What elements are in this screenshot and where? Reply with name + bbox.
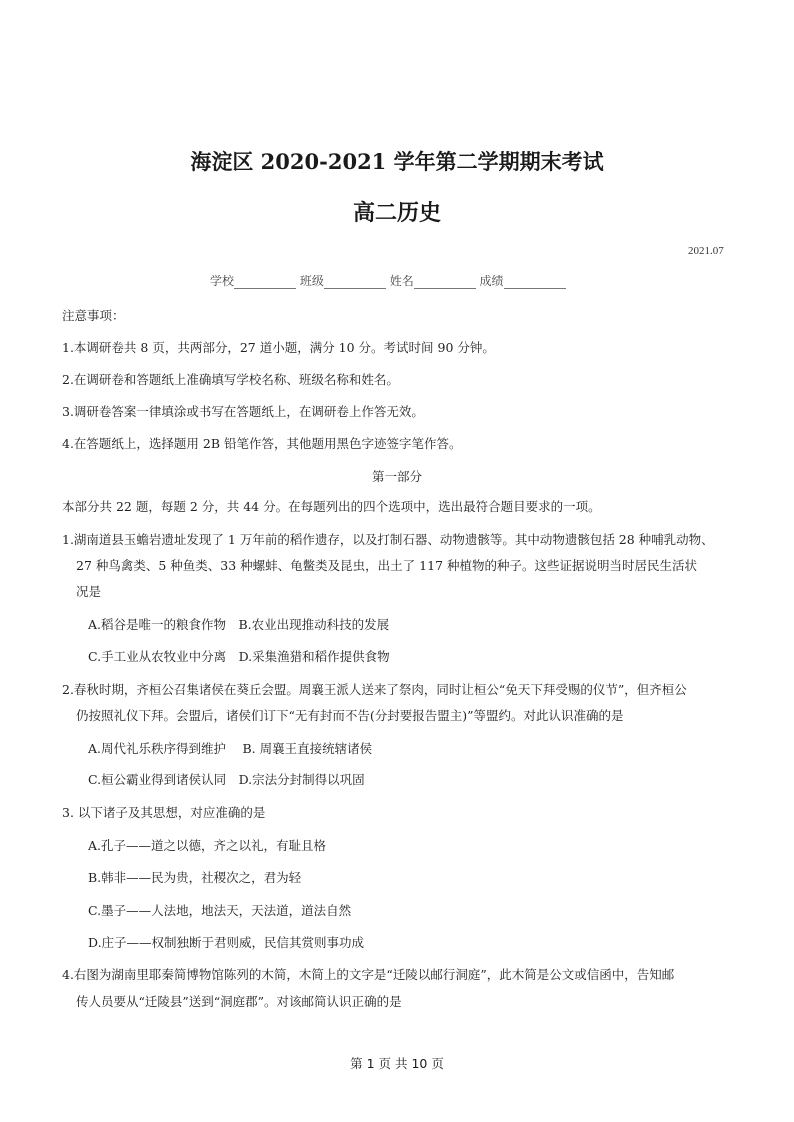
question-4-text: 4.右图为湖南里耶秦简博物馆陈列的木简，木简上的文字是“迁陵以邮行洞庭”，此木简是公文或信函中，告知邮	[62, 967, 675, 982]
notice-item: 1.本调研卷共 8 页，共两部分，27 道小题，满分 10 分。考试时间 90 分钟。	[62, 340, 495, 355]
notice-item: 4.在答题纸上，选择题用 2B 铅笔作答，其他题用黑色字迹签字笔作答。	[62, 436, 462, 451]
question-3-option: C.墨子——人法地，地法天，天法道，道法自然	[88, 903, 352, 918]
question-2-options: C.桓公霸业得到诸侯认同 D.宗法分封制得以巩固	[88, 772, 365, 787]
class-field[interactable]	[324, 276, 386, 289]
notice-item: 2.在调研卷和答题纸上准确填写学校名称、班级名称和姓名。	[62, 372, 399, 387]
student-info-fields	[210, 272, 566, 289]
question-3-option: B.韩非——民为贵，社稷次之，君为轻	[88, 870, 302, 885]
question-2-text: 仍按照礼仪下拜。会盟后，诸侯们订下“无有封而不告(分封要报告盟主)”等盟约。对此认识准确的是	[76, 708, 624, 723]
exam-subtitle: 高二历史	[352, 200, 441, 226]
school-field[interactable]	[234, 276, 296, 289]
name-label: 姓名	[389, 274, 414, 288]
notice-heading: 注意事项：	[62, 308, 125, 323]
question-1-text: 况是	[76, 584, 102, 599]
question-2-options: A.周代礼乐秩序得到维护 B. 周襄王直接统辖诸侯	[88, 741, 373, 756]
part-heading: 第一部分	[371, 469, 422, 484]
question-3-option: D.庄子——权制独断于君则威，民信其赏则事功成	[88, 935, 365, 950]
name-field[interactable]	[414, 276, 476, 289]
exam-date: 2021.07	[688, 245, 724, 257]
question-2-text: 2.春秋时期，齐桓公召集诸侯在葵丘会盟。周襄王派人送来了祭肉，同时让桓公“免天下拜受赐的仪节”，但齐桓公	[62, 682, 687, 697]
question-1-text: 1.湖南道县玉蟾岩遗址发现了 1 万年前的稻作遗存，以及打制石器、动物遗骸等。其中动物遗骸包括 28 种哺乳动物、	[62, 532, 714, 547]
score-label: 成绩	[479, 274, 504, 288]
score-field[interactable]	[504, 276, 566, 289]
question-1-options: C.手工业从农牧业中分离 D.采集渔猎和稻作提供食物	[88, 649, 390, 664]
exam-title: 海淀区 2020-2021 学年第二学期期末考试	[190, 149, 604, 174]
question-4-text: 传人员要从“迁陵县”送到“洞庭郡”。对该邮简认识正确的是	[76, 994, 402, 1009]
question-1-options: A.稻谷是唯一的粮食作物 B.农业出现推动科技的发展	[88, 617, 390, 632]
question-3-text: 3. 以下诸子及其思想，对应准确的是	[62, 805, 266, 820]
page-footer: 第 1 页 共 10 页	[350, 1056, 444, 1071]
notice-item: 3.调研卷答案一律填涂或书写在答题纸上，在调研卷上作答无效。	[62, 404, 424, 419]
part-intro: 本部分共 22 题，每题 2 分，共 44 分。在每题列出的四个选项中，选出最符合题目要求的一项。	[62, 499, 601, 514]
school-label: 学校	[210, 274, 235, 288]
question-3-option: A.孔子——道之以德，齐之以礼，有耻且格	[88, 838, 327, 853]
class-label: 班级	[299, 274, 324, 288]
question-1-text: 27 种鸟禽类、5 种鱼类、33 种螺蚌、龟鳖类及昆虫，出土了 117 种植物的种子。这些证据说明当时居民生活状	[76, 558, 697, 573]
